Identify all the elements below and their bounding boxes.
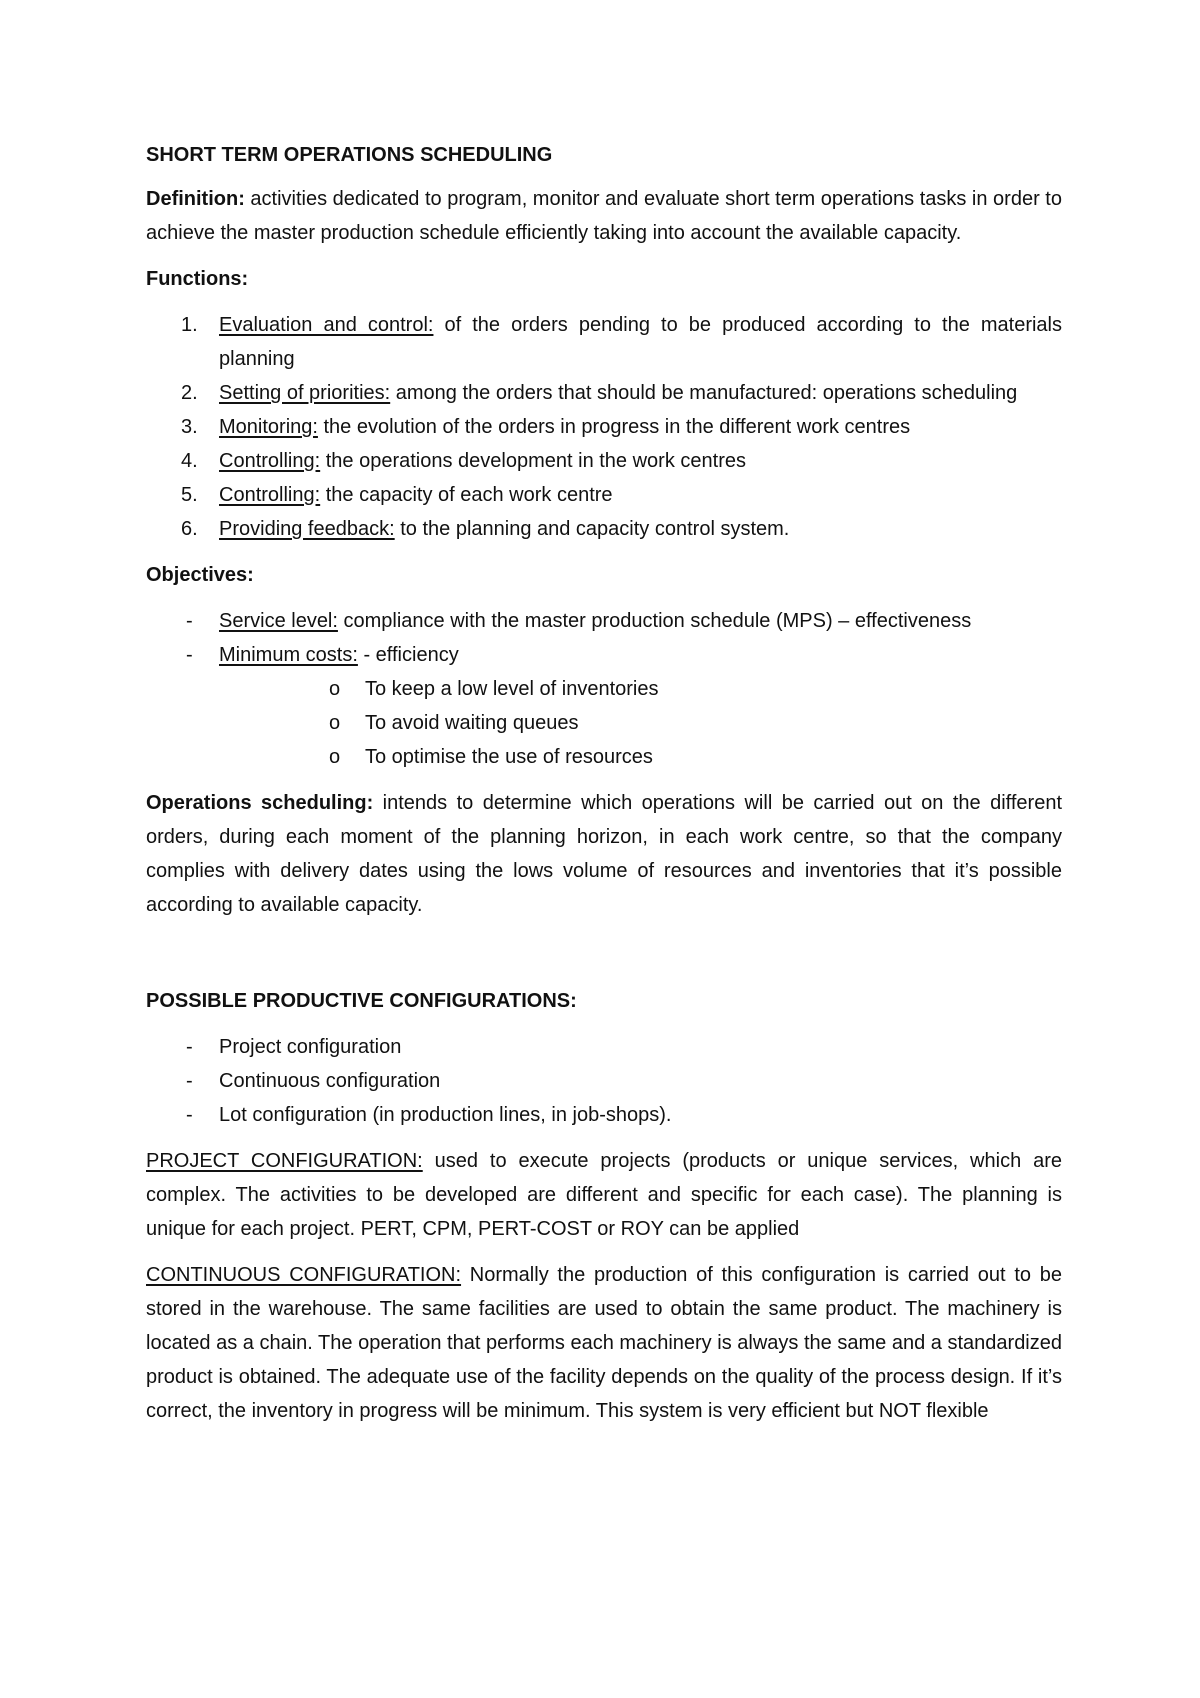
objectives-subitem bbox=[219, 740, 1062, 774]
configurations-item-text: Continuous configuration bbox=[219, 1070, 441, 1092]
configurations-item bbox=[146, 1064, 1062, 1098]
continuous-configuration-text: Normally the production of this configuration is carried out to be stored in the warehouse. The same facilities are used to obtain the same product. The machinery is located as a chain. The operation that performs each machinery is always the same and a standardized product is obtained. The adequate use of the facility depends on the quality of the process design. If it’s correct, the inventory in progress will be minimum. This system is very efficient but NOT flexible bbox=[146, 1264, 1062, 1422]
objectives-subitem-text: To avoid waiting queues bbox=[365, 712, 579, 734]
dash-marker: - bbox=[186, 1104, 193, 1126]
functions-item-text: among the orders that should be manufactured: operations scheduling bbox=[390, 382, 1018, 404]
functions-item-term: Evaluation and control: bbox=[219, 314, 434, 336]
functions-item-number: 5. bbox=[181, 484, 198, 506]
functions-item-term: Setting of priorities: bbox=[219, 382, 391, 404]
functions-list bbox=[146, 308, 1062, 546]
project-configuration-label: PROJECT CONFIGURATION: bbox=[146, 1150, 423, 1172]
configurations-item-text: Lot configuration (in production lines, in job-shops). bbox=[219, 1104, 672, 1126]
functions-item bbox=[146, 444, 1062, 478]
functions-item-term: Controlling: bbox=[219, 450, 321, 472]
operations-scheduling-label: Operations scheduling: bbox=[146, 792, 374, 814]
document-title: SHORT TERM OPERATIONS SCHEDULING bbox=[146, 144, 553, 166]
objectives-item-text: - efficiency bbox=[357, 644, 459, 666]
continuous-configuration-paragraph bbox=[146, 1258, 1062, 1428]
functions-label: Functions: bbox=[146, 268, 249, 290]
definition-label: Definition: bbox=[146, 188, 245, 210]
objectives-subitem-text: To keep a low level of inventories bbox=[365, 678, 659, 700]
definition-paragraph bbox=[146, 182, 1062, 250]
objectives-item-term: Minimum costs: bbox=[219, 644, 358, 666]
functions-item-number: 1. bbox=[181, 314, 198, 336]
functions-item bbox=[146, 512, 1062, 546]
dash-marker: - bbox=[186, 1070, 193, 1092]
functions-item-text: the operations development in the work centres bbox=[320, 450, 746, 472]
functions-item-number: 3. bbox=[181, 416, 198, 438]
functions-item-text: the evolution of the orders in progress in the different work centres bbox=[317, 416, 911, 438]
objectives-subitem bbox=[219, 706, 1062, 740]
functions-item-number: 4. bbox=[181, 450, 198, 472]
objectives-item bbox=[146, 604, 1062, 638]
dash-marker: - bbox=[186, 610, 193, 632]
objectives-subitem bbox=[219, 672, 1062, 706]
circle-bullet-marker: o bbox=[329, 712, 341, 734]
functions-item-number: 6. bbox=[181, 518, 198, 540]
configurations-heading: POSSIBLE PRODUCTIVE CONFIGURATIONS: bbox=[146, 990, 577, 1012]
functions-item-term: Controlling: bbox=[219, 484, 321, 506]
functions-item-number: 2. bbox=[181, 382, 198, 404]
functions-item-text: of the orders pending to be produced according to the materials planning bbox=[219, 314, 1062, 370]
document-page bbox=[146, 138, 1062, 1428]
objectives-sublist bbox=[219, 672, 1062, 774]
objectives-item-term: Service level: bbox=[219, 610, 338, 632]
circle-bullet-marker: o bbox=[329, 678, 341, 700]
functions-item bbox=[146, 308, 1062, 376]
functions-item-term: Monitoring: bbox=[219, 416, 318, 438]
section-spacer bbox=[146, 922, 1062, 984]
dash-marker: - bbox=[186, 1036, 193, 1058]
project-configuration-text: used to execute projects (products or unique services, which are complex. The activities to be developed are different and specific for each case). The planning is unique for each project. PERT, CPM, PERT-COST or ROY can be applied bbox=[146, 1150, 1062, 1240]
operations-scheduling-paragraph bbox=[146, 786, 1062, 922]
configurations-list bbox=[146, 1030, 1062, 1132]
functions-item bbox=[146, 478, 1062, 512]
configurations-item bbox=[146, 1030, 1062, 1064]
dash-marker: - bbox=[186, 644, 193, 666]
operations-scheduling-text: intends to determine which operations will be carried out on the different orders, during each moment of the planning horizon, in each work centre, so that the company complies with delivery dates using the lows volume of resources and inventories that it’s possible according to available capacity. bbox=[146, 792, 1063, 916]
definition-text: activities dedicated to program, monitor and evaluate short term operations tasks in order to achieve the master production schedule efficiently taking into account the available capacity. bbox=[146, 188, 1062, 244]
continuous-configuration-label: CONTINUOUS CONFIGURATION: bbox=[146, 1264, 462, 1286]
circle-bullet-marker: o bbox=[329, 746, 341, 768]
functions-item-term: Providing feedback: bbox=[219, 518, 395, 540]
project-configuration-paragraph bbox=[146, 1144, 1062, 1246]
objectives-item-text: compliance with the master production schedule (MPS) – effectiveness bbox=[337, 610, 972, 632]
objectives-list bbox=[146, 604, 1062, 774]
objectives-subitem-text: To optimise the use of resources bbox=[365, 746, 653, 768]
configurations-item bbox=[146, 1098, 1062, 1132]
objectives-label: Objectives: bbox=[146, 564, 254, 586]
functions-item-text: to the planning and capacity control system. bbox=[394, 518, 790, 540]
configurations-item-text: Project configuration bbox=[219, 1036, 402, 1058]
objectives-item bbox=[146, 638, 1062, 774]
functions-item bbox=[146, 376, 1062, 410]
functions-item bbox=[146, 410, 1062, 444]
functions-item-text: the capacity of each work centre bbox=[320, 484, 613, 506]
